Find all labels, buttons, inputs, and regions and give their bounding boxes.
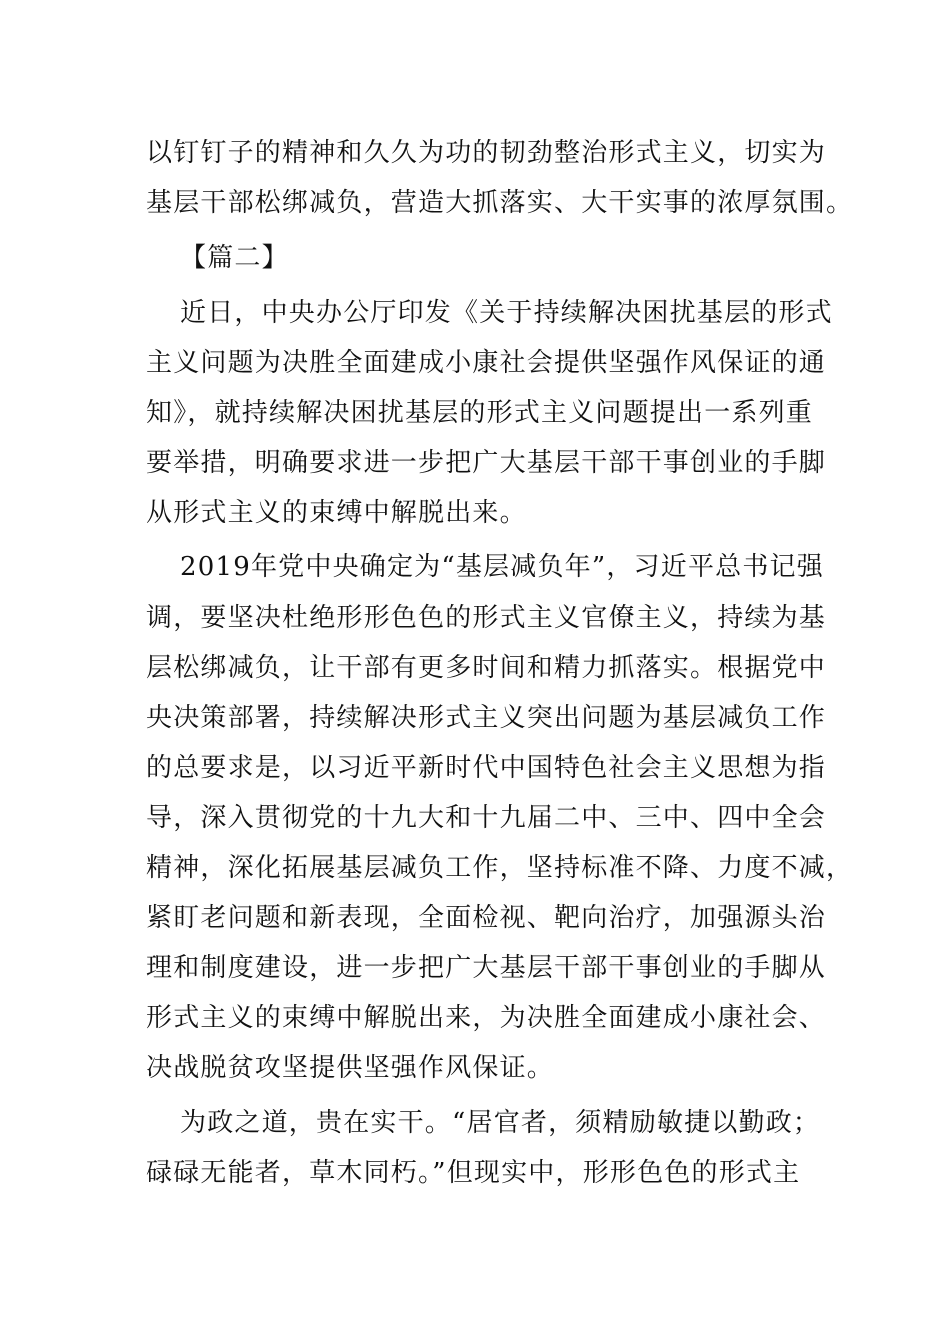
body-line: 的总要求是，以习近平新时代中国特色社会主义思想为指 [146, 753, 827, 783]
body-line: 紧盯老问题和新表现，全面检视、靶向治疗，加强源头治 [146, 903, 827, 933]
body-line: 主义问题为决胜全面建成小康社会提供坚强作风保证的通 [146, 348, 827, 378]
body-line: 知》，就持续解决困扰基层的形式主义问题提出一系列重 [146, 398, 814, 428]
body-line: 央决策部署，持续解决形式主义突出问题为基层减负工作 [146, 703, 827, 733]
body-line: 形式主义的束缚中解脱出来，为决胜全面建成小康社会、 [146, 1003, 827, 1033]
body-line: 以钉钉子的精神和久久为功的韧劲整治形式主义，切实为 [146, 138, 827, 168]
section-heading: 【篇二】 [180, 243, 289, 273]
body-line: 精神，深化拓展基层减负工作，坚持标准不降、力度不减， [146, 853, 854, 883]
body-line: 决战脱贫攻坚提供坚强作风保证。 [146, 1053, 555, 1083]
body-line: 2019年党中央确定为“基层减负年”，习近平总书记强 [180, 552, 824, 582]
body-line: 碌碌无能者，草木同朽。”但现实中，形形色色的形式主 [146, 1158, 801, 1188]
body-line: 近日，中央办公厅印发《关于持续解决困扰基层的形式 [180, 298, 833, 328]
body-line: 层松绑减负，让干部有更多时间和精力抓落实。根据党中 [146, 653, 827, 683]
body-line: 理和制度建设，进一步把广大基层干部干事创业的手脚从 [146, 953, 827, 983]
body-line: 从形式主义的束缚中解脱出来。 [146, 498, 527, 528]
body-line: 要举措，明确要求进一步把广大基层干部干事创业的手脚 [146, 448, 827, 478]
body-line: 调，要坚决杜绝形形色色的形式主义官僚主义，持续为基 [146, 603, 827, 633]
body-line: 基层干部松绑减负，营造大抓落实、大干实事的浓厚氛围。 [146, 188, 854, 218]
body-line: 导，深入贯彻党的十九大和十九届二中、三中、四中全会 [146, 803, 827, 833]
body-line: 为政之道，贵在实干。“居官者，须精励敏捷以勤政； [180, 1108, 821, 1138]
